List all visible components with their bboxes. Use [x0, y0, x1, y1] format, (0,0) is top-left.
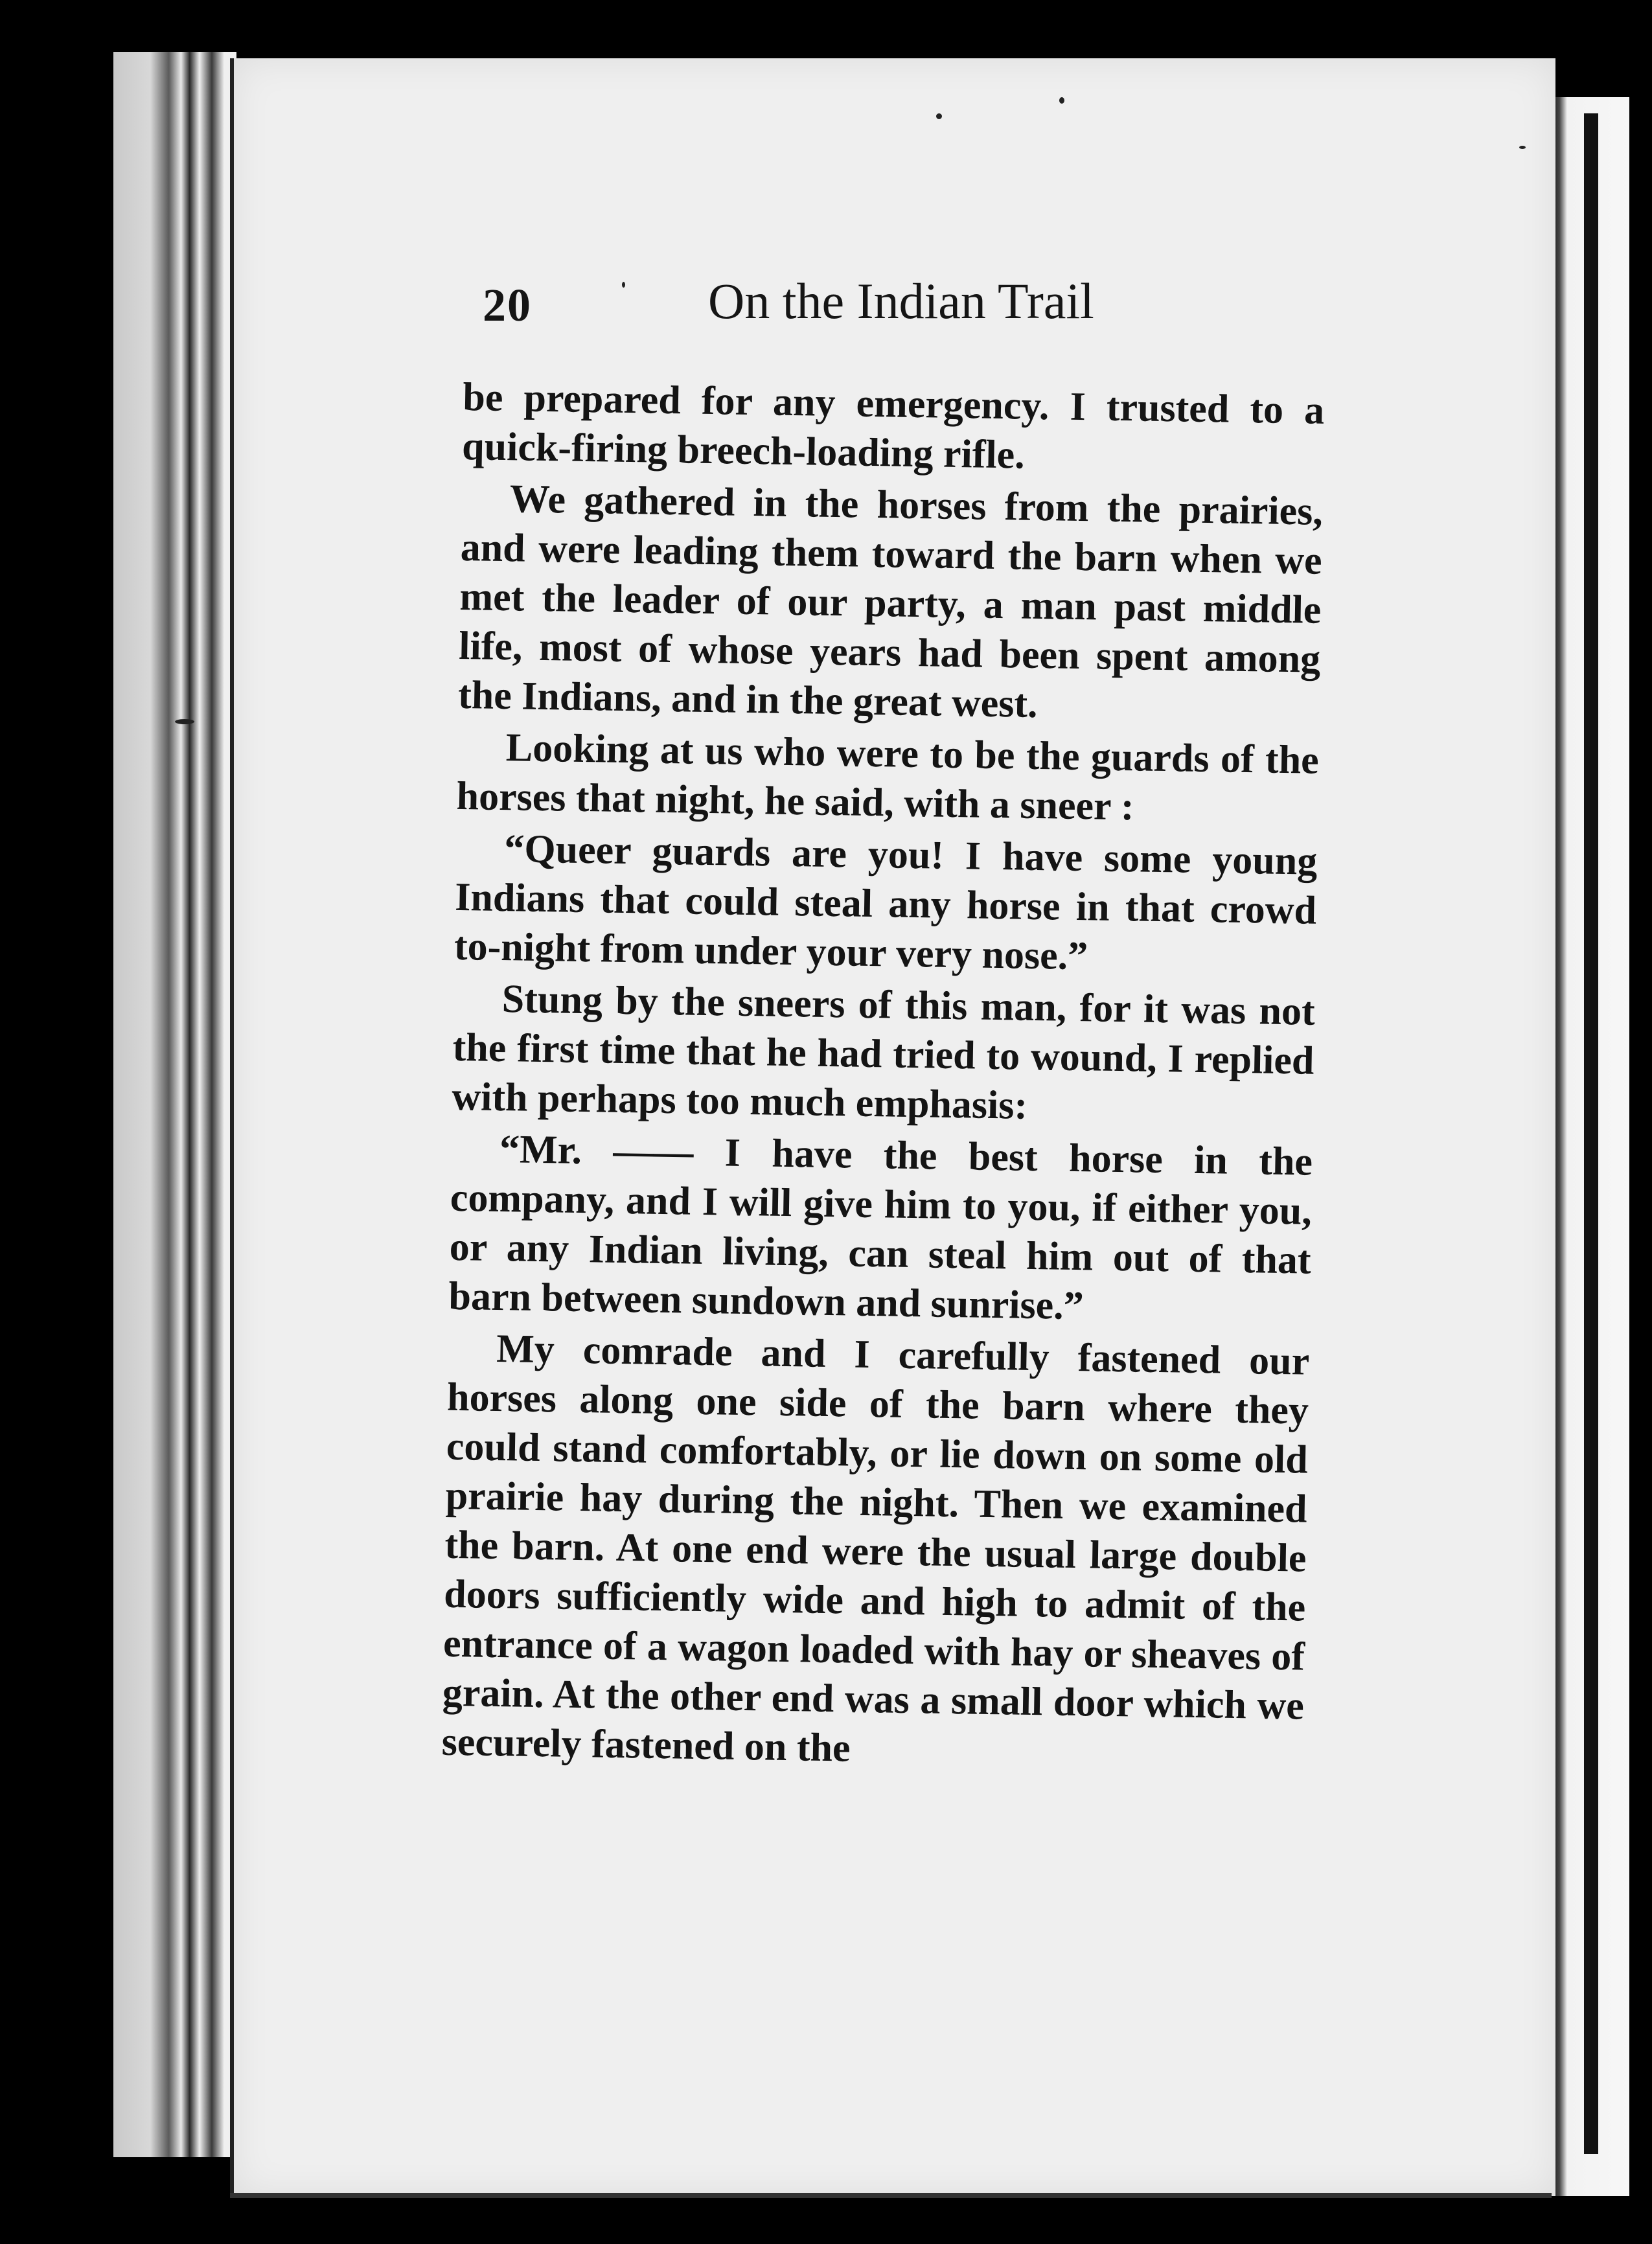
ink-speck — [1059, 97, 1064, 104]
right-page-shadow — [1584, 113, 1598, 2154]
body-text — [441, 372, 1325, 1783]
ink-speck — [175, 719, 194, 724]
paragraph: “Queer guards are you! I have some young Indians that could steal any horse in that crowd to-night from under your very nose.” — [453, 827, 1318, 979]
ink-speck — [622, 282, 625, 288]
paragraph: be prepared for any emergency. I trusted to a quick-firing breech-loading rifle. — [461, 374, 1325, 477]
paragraph: Stung by the sneers of this man, for it was not the first time that he had tried to wound, I replied with perhaps too much emphasis: — [451, 977, 1316, 1128]
ink-speck — [1519, 146, 1526, 149]
paragraph: We gathered in the horses from the prairies, and were leading them toward the barn when we met the leader of our party, a man past middle life, most of whose years had been spent among the Indians, and in the great west. — [457, 477, 1324, 726]
ink-speck — [936, 113, 942, 119]
left-binding-edge — [113, 52, 236, 2157]
paragraph: “Mr. —— I have the best horse in the company, and I will give him to you, if either you, or any Indian living, can steal him out of that barn between sundown and sunrise.” — [448, 1127, 1313, 1329]
page-bottom-edge — [230, 2193, 1552, 2198]
page-number: 20 — [483, 279, 532, 331]
page-header — [483, 272, 1130, 337]
running-title: On the Indian Trail — [708, 273, 1094, 329]
paragraph: My comrade and I carefully fastened our horses along one side of the barn where they could stand comfortably, or lie down on some old prairie hay during the night. Then we examined the barn. At one end were the usual large double doors sufficiently wide and high to admit of the entrance of a wagon loaded with hay or sheaves of grain. At the other end was a small door which we securely fastened on the — [441, 1326, 1310, 1770]
paragraph: Looking at us who were to be the guards of the horses that night, he said, with a sneer : — [456, 726, 1320, 829]
